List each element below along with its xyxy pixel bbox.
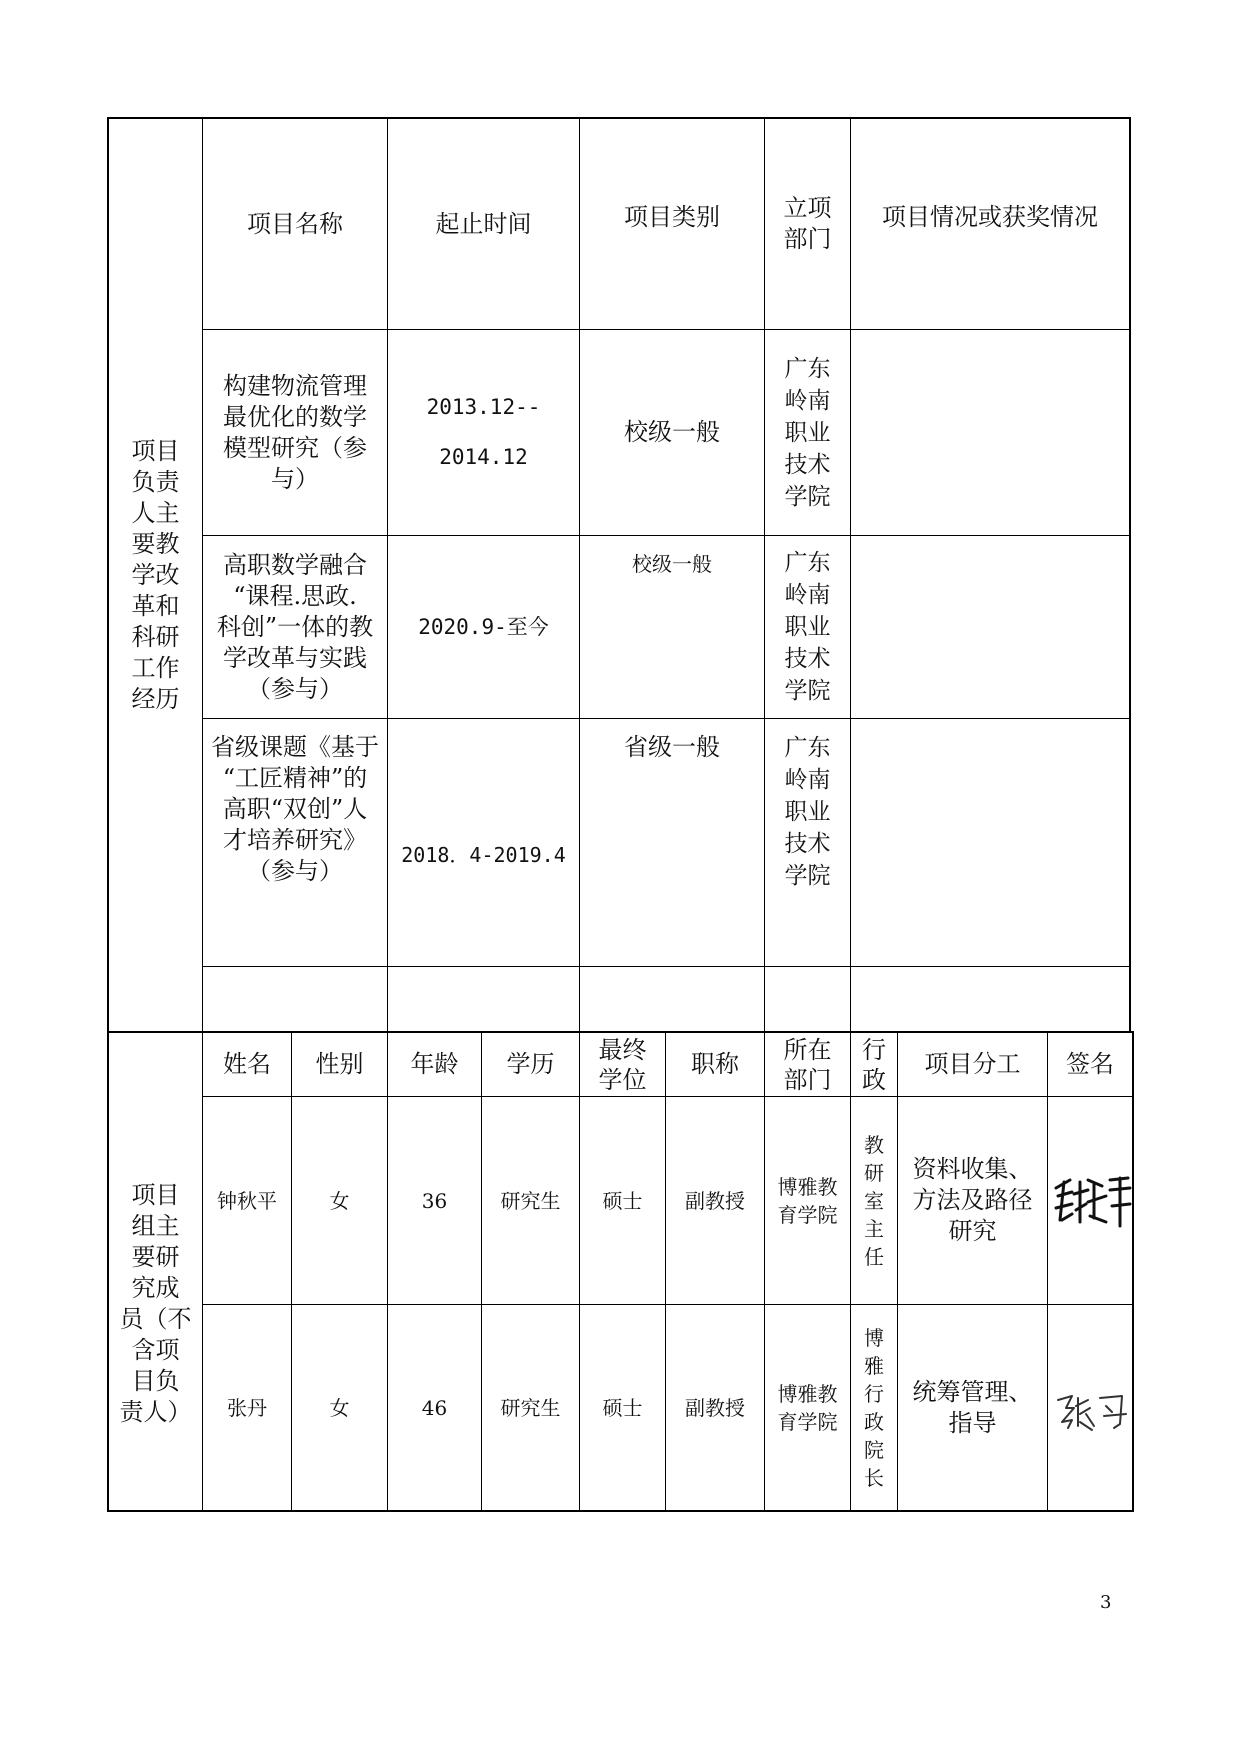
header-member-degree: 最终 学位 xyxy=(598,1035,647,1094)
project-row-3-period: 2018．4-2019.4 xyxy=(401,842,566,867)
header-category: 项目类别 xyxy=(624,202,720,231)
member-1-degree: 硕士 xyxy=(602,1188,643,1213)
header-member-dept: 所在 部门 xyxy=(783,1035,832,1094)
header-member-gender: 性别 xyxy=(315,1050,364,1078)
header-member-signature: 签名 xyxy=(1066,1050,1114,1078)
signature-zhong-qiuping-icon xyxy=(1050,1160,1132,1240)
header-status: 项目情况或获奖情况 xyxy=(882,202,1098,231)
member-1-education: 研究生 xyxy=(500,1188,561,1213)
member-1-role: 资料收集、 方法及路径 研究 xyxy=(912,1155,1033,1245)
member-2-signature xyxy=(1054,1386,1130,1436)
project-row-3-category: 省级一般 xyxy=(624,733,720,761)
header-member-name: 姓名 xyxy=(223,1050,271,1078)
member-1-signature xyxy=(1050,1160,1132,1240)
header-member-age: 年龄 xyxy=(410,1050,459,1078)
header-member-title: 职称 xyxy=(691,1050,739,1078)
project-row-3-dept: 广东 岭南 职业 技术 学院 xyxy=(784,735,831,889)
project-row-2-category: 校级一般 xyxy=(632,552,712,576)
project-row-1-status xyxy=(851,330,1129,535)
member-2-title: 副教授 xyxy=(685,1395,745,1420)
member-2-gender: 女 xyxy=(329,1395,350,1420)
project-row-3-status xyxy=(851,719,1129,966)
member-2-name: 张丹 xyxy=(227,1395,267,1420)
header-period: 起止时间 xyxy=(435,209,532,238)
project-row-1-period: 2013.12-- 2014.12 xyxy=(426,395,541,469)
project-row-1-category: 校级一般 xyxy=(624,418,720,446)
member-2-role: 统筹管理、 指导 xyxy=(912,1377,1033,1437)
member-2-dept: 博雅教 育学院 xyxy=(777,1381,838,1434)
project-row-1-dept: 广东 岭南 职业 技术 学院 xyxy=(784,355,831,510)
member-1-name: 钟秋平 xyxy=(217,1188,277,1213)
project-row-1-name: 构建物流管理 最优化的数学 模型研究（参 与） xyxy=(223,371,367,493)
header-approving-dept: 立项 部门 xyxy=(783,194,832,253)
header-member-education: 学历 xyxy=(506,1050,555,1078)
project-row-2-status xyxy=(851,536,1129,718)
project-row-2-name: 高职数学融合 “课程.思政. 科创”一体的教 学改革与实践 （参与） xyxy=(216,550,374,703)
section2-label: 项目 组主 要研 究成 员（不 含项 目负 责人） xyxy=(119,1180,192,1426)
member-1-gender: 女 xyxy=(329,1188,350,1213)
project-row-2-dept: 广东 岭南 职业 技术 学院 xyxy=(784,550,831,704)
signature-zhang-dan-icon xyxy=(1054,1386,1130,1436)
header-member-role: 项目分工 xyxy=(924,1050,1021,1078)
member-1-title: 副教授 xyxy=(685,1188,745,1213)
member-2-education: 研究生 xyxy=(500,1395,561,1420)
member-1-age: 36 xyxy=(421,1188,448,1213)
header-member-admin: 行 政 xyxy=(862,1035,886,1094)
header-project-name: 项目名称 xyxy=(247,209,343,238)
project-row-2-period: 2020.9-至今 xyxy=(418,614,549,639)
member-1-dept: 博雅教 育学院 xyxy=(777,1174,838,1227)
member-2-degree: 硕士 xyxy=(602,1395,643,1420)
project-row-3-name: 省级课题《基于 “工匠精神”的 高职“双创”人 才培养研究》 （参与） xyxy=(211,733,379,885)
page-number: 3 xyxy=(1100,1592,1112,1613)
section1-label: 项目 负责 人主 要教 学改 革和 科研 工作 经历 xyxy=(131,436,180,713)
member-2-admin: 博 雅 行 政 院 长 xyxy=(864,1325,884,1490)
member-2-age: 46 xyxy=(421,1395,448,1420)
member-1-admin: 教 研 室 主 任 xyxy=(864,1132,884,1269)
